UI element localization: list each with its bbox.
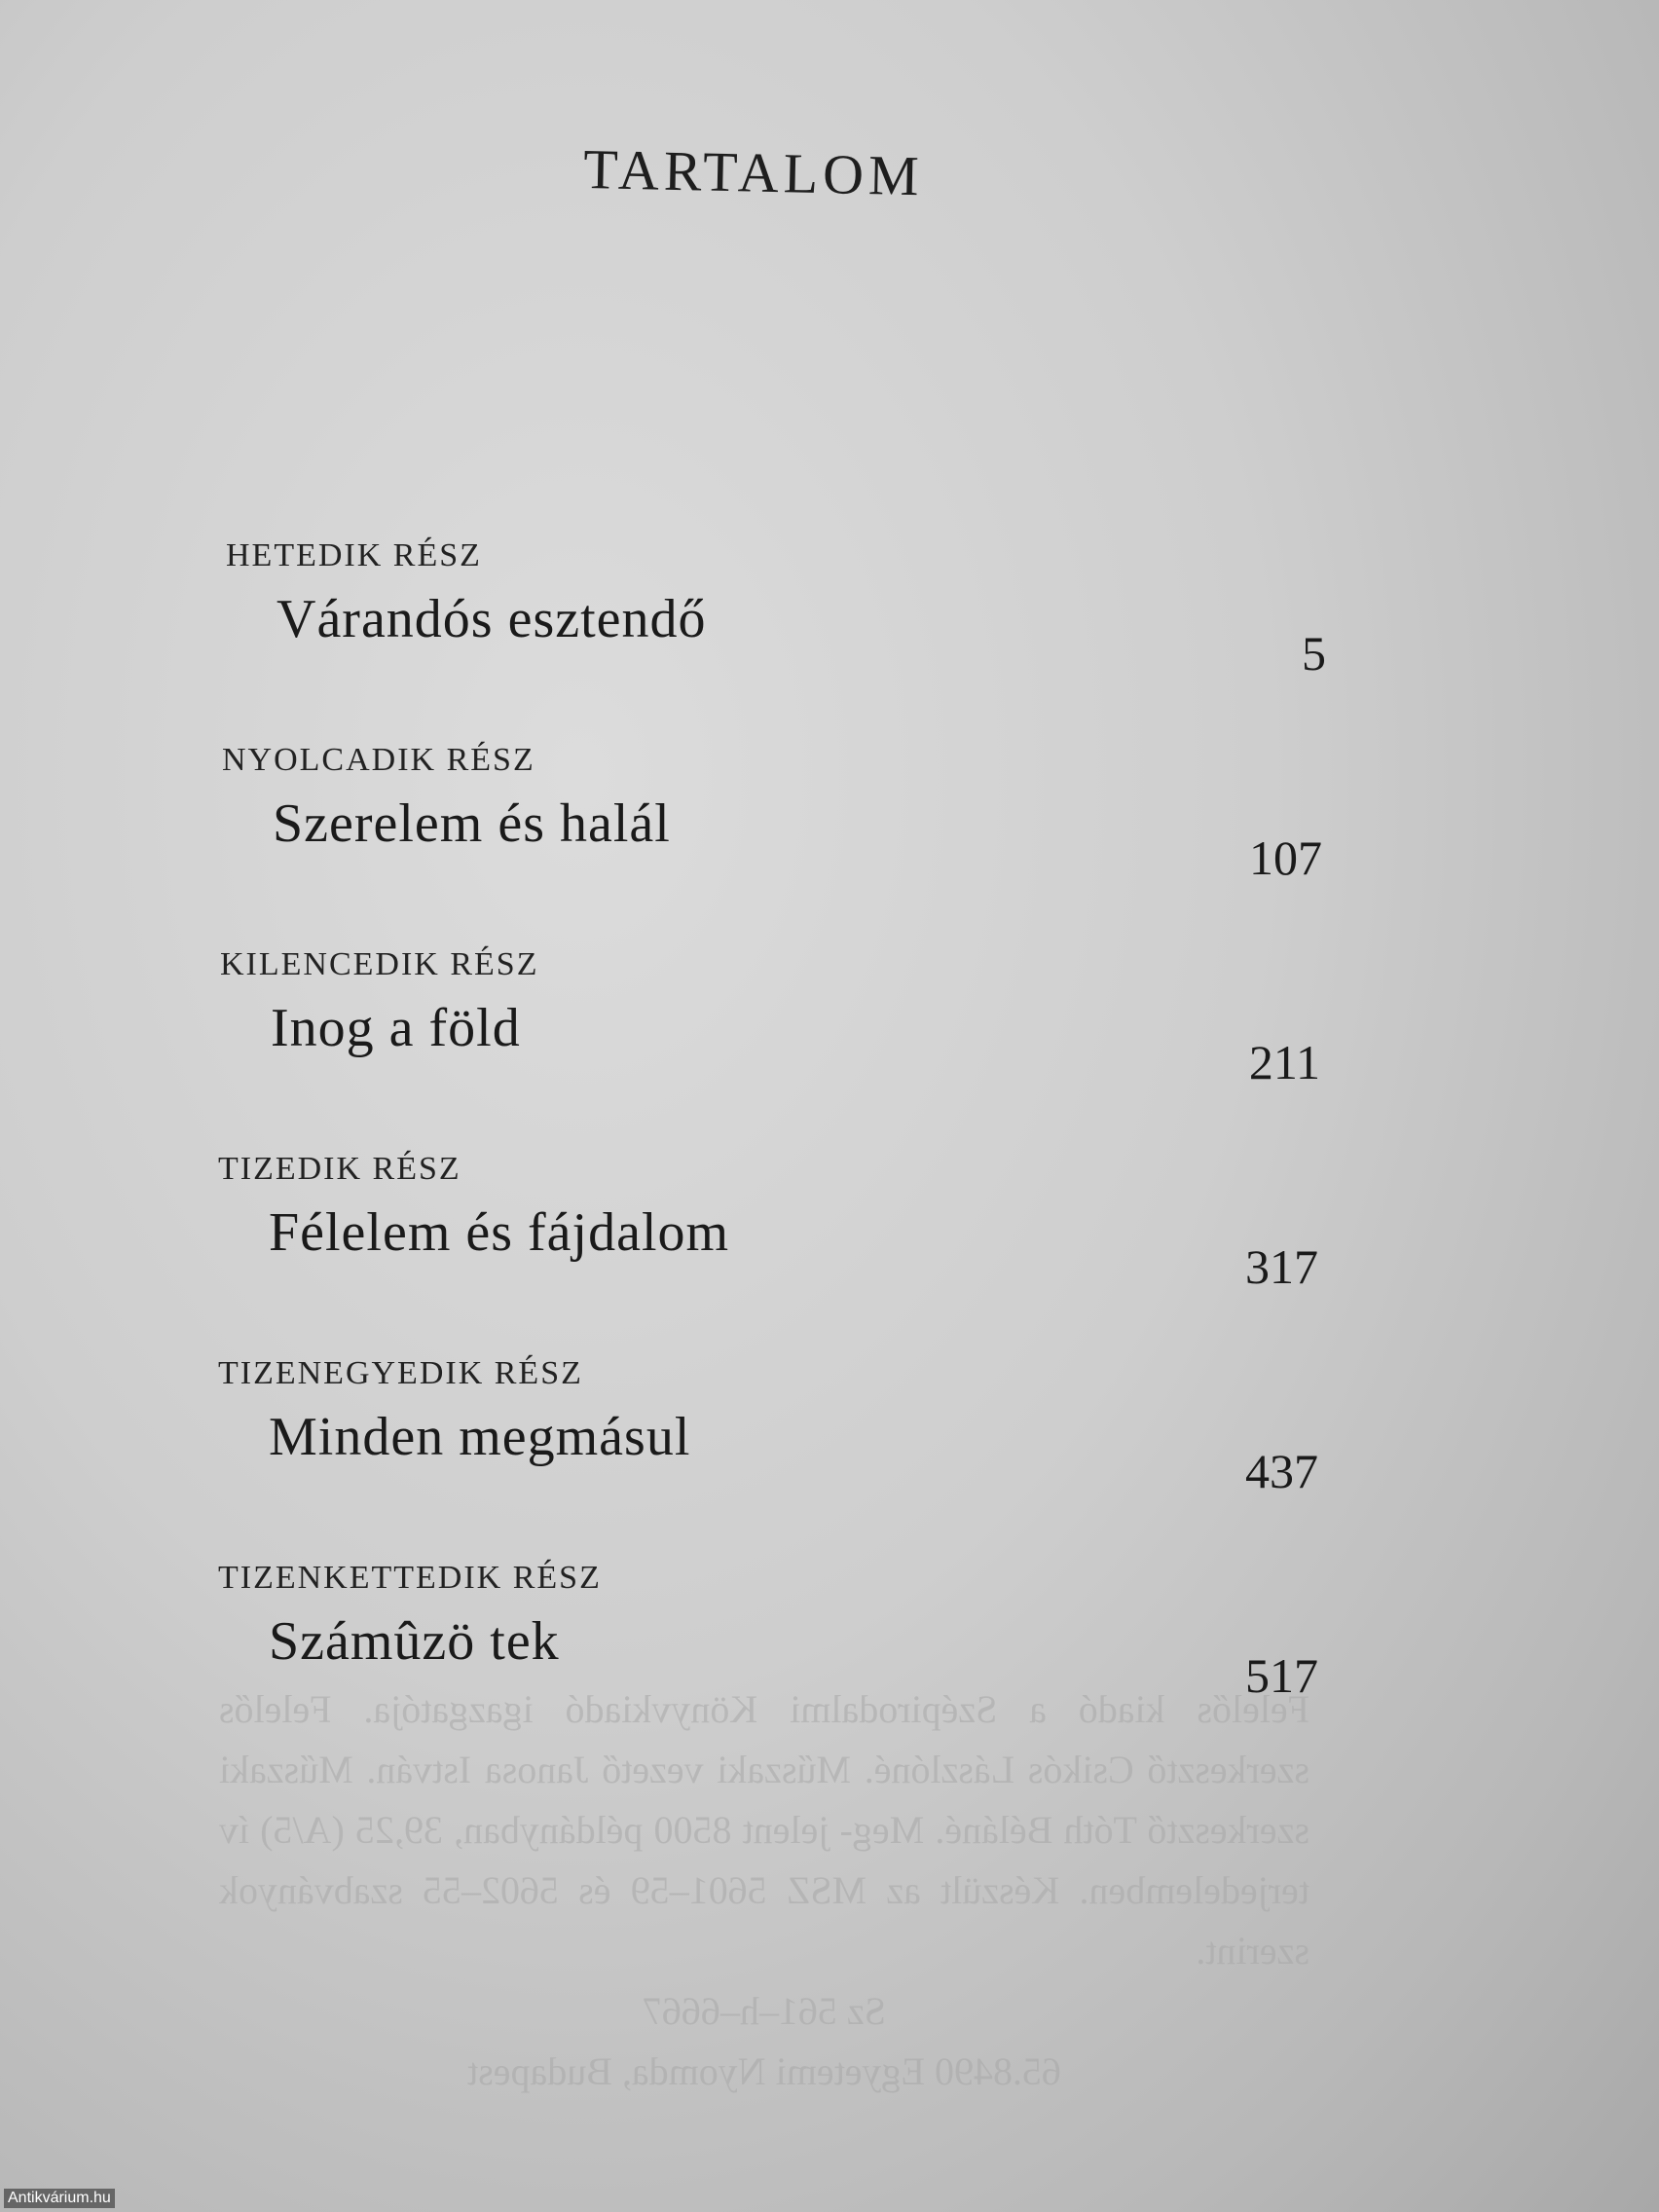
imprint-line: Janosa István. Műszaki szerkesztő Tóth Béláné. Meg- — [218, 1748, 1309, 1852]
toc-entry — [222, 742, 1322, 927]
imprint-bleed-through — [219, 1679, 1309, 2102]
page-number: 211 — [1248, 1035, 1320, 1089]
page-title: TARTALOM — [582, 136, 925, 208]
imprint-line: Készült az MSZ 5601–59 és 5602–55 szabványok szerint. — [218, 1868, 1309, 1972]
part-heading: HETEDIK RÉSZ — [226, 537, 482, 573]
imprint-line: Felelős kiadó a Szépirodalmi Könyvkiadó igazgatója. — [363, 1687, 1309, 1731]
toc-entry — [220, 946, 1320, 1131]
part-heading: NYOLCADIK RÉSZ — [222, 742, 535, 778]
page-number: 517 — [1245, 1648, 1318, 1703]
page-number: 437 — [1245, 1444, 1318, 1498]
toc-entry — [218, 1355, 1318, 1540]
page-number: 5 — [1302, 626, 1326, 681]
chapter-title: Szerelem és halál — [273, 793, 671, 854]
watermark-logo: Antikvárium.hu — [4, 2189, 115, 2208]
chapter-title: Félelem és fájdalom — [269, 1202, 730, 1263]
chapter-title: Várandós esztendő — [276, 589, 707, 649]
page-number: 317 — [1245, 1239, 1318, 1294]
part-heading: TIZENKETTEDIK RÉSZ — [218, 1560, 602, 1596]
toc-entry — [218, 1151, 1318, 1336]
imprint-printer: 65.8490 Egyetemi Nyomda, Budapest — [467, 2049, 1061, 2093]
chapter-title: Számûzö tek — [269, 1611, 560, 1672]
part-heading: KILENCEDIK RÉSZ — [220, 946, 539, 982]
imprint-line: jelent 8500 példányban, 39,25 (A/5) ív terjedelemben. — [219, 1808, 1309, 1912]
part-heading: TIZEDIK RÉSZ — [218, 1151, 461, 1187]
part-heading: TIZENEGYEDIK RÉSZ — [218, 1355, 583, 1391]
toc-entry — [226, 537, 1326, 722]
chapter-title: Inog a föld — [271, 998, 521, 1058]
imprint-code: Sz 561–h–6667 — [643, 1989, 886, 2033]
imprint-line: Felelős szerkesztő Csikós Lászlóné. Műszaki vezető — [218, 1687, 1309, 1791]
chapter-title: Minden megmásul — [269, 1407, 691, 1467]
page-number: 107 — [1249, 830, 1322, 885]
